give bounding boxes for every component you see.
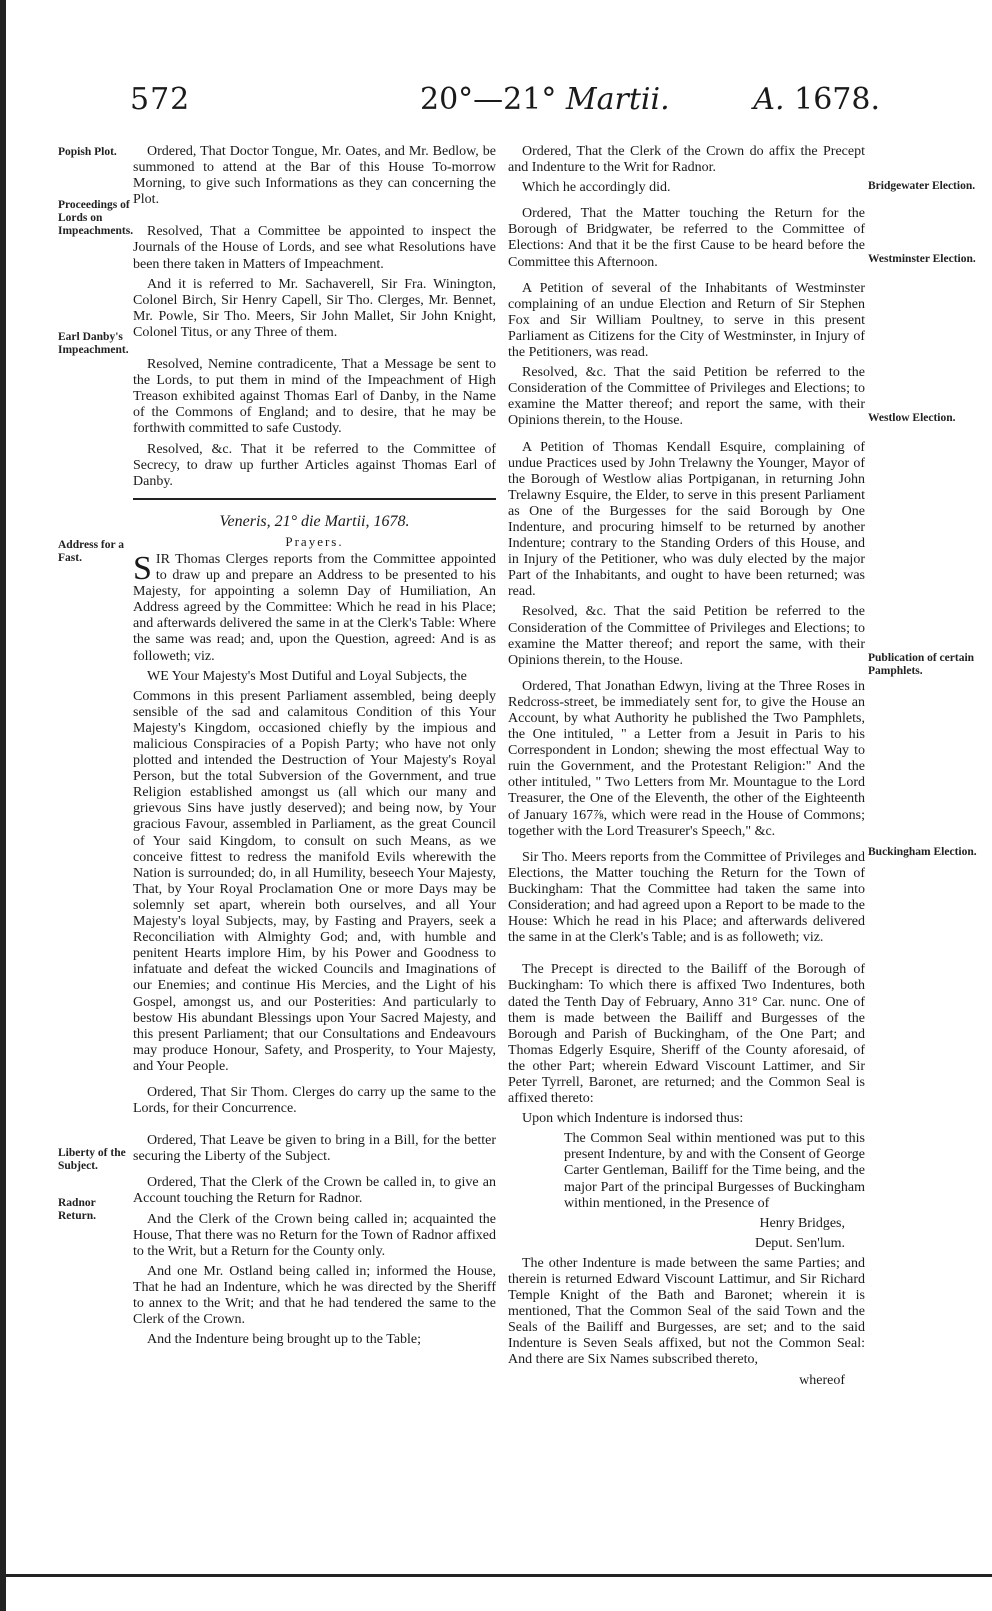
header-date: 20°—21° Martii. bbox=[420, 82, 670, 117]
paragraph: And the Clerk of the Crown being called in; acquainted the House, That there was no Return for the Town of Radnor affixed to the Writ, but a Return for the County only. bbox=[133, 1211, 496, 1259]
paragraph: And one Mr. Ostland being called in; informed the House, That he had an Indenture, which he was directed by the Sheriff to annex to the Writ; and that he had tendered the same to the Clerk of the Crown. bbox=[133, 1263, 496, 1328]
paragraph: WE Your Majesty's Most Dutiful and Loyal Subjects, the bbox=[147, 668, 467, 684]
paragraph: Sir Tho. Meers reports from the Committee of Privileges and Elections, the Matter touching the Return for the Town of Buckingham: That the Committee had taken the same into Consideration; and had agreed upon a Report to be made to the House: Which he read in his Place; and afterwards delivered the same in at the Clerk's Table; and is as followeth; viz. bbox=[508, 849, 865, 946]
drop-cap: S bbox=[133, 549, 152, 587]
page-header bbox=[130, 82, 880, 126]
paragraph: Ordered, That Doctor Tongue, Mr. Oates, and Mr. Bedlow, be summoned to attend at the Bar of this House To-morrow Morning, to give such Informations as they can concerning the Plot. bbox=[133, 144, 496, 208]
paragraph: And it is referred to Mr. Sachaverell, Sir Fra. Winington, Colonel Birch, Sir Henry Capell, Sir Tho. Clerges, Mr. Bennet, Mr. Powle, Sir Tho. Meers, Sir John Mallet, Sir John Knight, Colonel Titus, or any Three of them. bbox=[133, 276, 496, 340]
margin-note: Proceedings of Lords on Impeachments. bbox=[58, 199, 134, 237]
paragraph: Commons in this present Parliament assembled, being deeply sensible of the sad and calamitous Condition of this Your Majesty's Kingdom, occasioned chiefly by the impious and malicious Conspiracies of a Popish Party; who have not only plotted and intended the Destruction of Your Majesty's Royal Person, but the total Subversion of the Government, and true Religion established amongst us (all which our many and grievous Sins have justly deserved); and being now, by Your gracious Favour, assembled in Parliament, as the great Council of Your said Kingdom, to consult on such Means, as we conceive fittest to redress the manifold Evils wherewith the Nation is surrounded; do, in all Humility, beseech Your Majesty, That, by Your Royal Proclamation One or more Days may be solemnly set apart, wherein both ourselves, and all Your Majesty's loyal Subjects, may, by Fasting and Prayers, seek a Reconciliation with Almighty God; and, with humble and penitent Hearts implore Him, by his Power and Goodness to infatuate and defeat the wicked Councils and Imaginations of our Enemies; and continue His Mercies, and the Light of his Gospel, amongst us, and our Posterities: And particularly to bestow His abundant Blessings upon Your Sacred Majesty, and this present Parliament; that our Consultations and Endeavours may produce Honour, Safety, and Prosperity, to Your Majesty, and Your People. bbox=[133, 688, 496, 1074]
paragraph: Resolved, &c. That the said Petition be referred to the Consideration of the Committee of Privileges and Elections; to examine the Matter thereof; and report the same, with their Opinions therein, to the House. bbox=[508, 604, 865, 668]
paragraph: Resolved, &c. That it be referred to the Committee of Secrecy, to draw up further Articles against Thomas Earl of Danby. bbox=[133, 441, 496, 489]
margin-note: Popish Plot. bbox=[58, 146, 117, 158]
paragraph: Which he accordingly did. bbox=[522, 180, 671, 196]
bottom-border bbox=[0, 1574, 992, 1577]
margin-note: Liberty of the Subject. bbox=[58, 1147, 126, 1172]
margin-note: Publication of certain Pamphlets. bbox=[868, 652, 975, 677]
paragraph: A Petition of several of the Inhabitants of Westminster complaining of an undue Election and Return of Sir Stephen Fox and Sir William Poultney, to serve in this present Parliament as Citizens for the City of Westminster, in Injury of the Petitioners, was read. bbox=[508, 280, 865, 361]
paragraph: Upon which Indenture is indorsed thus: bbox=[522, 1111, 744, 1127]
scan-edge bbox=[0, 0, 6, 1611]
paragraph: A Petition of Thomas Kendall Esquire, complaining of undue Practices used by John Trelawny the Younger, Mayor of the Borough of Westlow alias Portpiganan, in returning John Trelawny Esquire, the Elder, to serve in this present Parliament as One of the Burgesses for the said Borough by One Indenture, and procuring himself to be returned by another Indenture; contrary to the Standing Orders of this House, and in Injury of the Petitioner, who was duly elected by the major Part of the Inhabitants, and ought to have been returned; was read. bbox=[508, 439, 865, 600]
paragraph: Ordered, That Sir Thom. Clerges do carry up the same to the Lords, for their Concurrence. bbox=[133, 1084, 496, 1117]
margin-note: Earl Danby's Impeachment. bbox=[58, 331, 129, 356]
margin-note: Buckingham Election. bbox=[868, 846, 977, 858]
paragraph: Ordered, That the Clerk of the Crown be called in, to give an Account touching the Return for Radnor. bbox=[133, 1175, 496, 1207]
header-year: A. 1678. bbox=[753, 82, 880, 117]
section-rule bbox=[133, 498, 496, 500]
paragraph: Resolved, That a Committee be appointed to inspect the Journals of the House of Lords, and see what Resolutions have been there taken in Matters of Impeachment. bbox=[133, 224, 496, 272]
paragraph: The Common Seal within mentioned was put to this present Indenture, by and with the Consent of George Carter Gentleman, Bailiff for the Time being, and the major Part of the principal Burgesses of Buckingham within mentioned, in the Presence of bbox=[564, 1131, 865, 1211]
paragraph: The other Indenture is made between the same Parties; and therein is returned Edward Viscount Lattimur, and Sir Richard Temple Knight of the Bath and Baronet; wherein it is mentioned, That the Common Seal of the said Town and the Seals of the Bailiff and Burgesses, are set; and to the said Indenture is Seven Seals affixed, but not the Common Seal: And there are Six Names subscribed thereto, bbox=[508, 1255, 865, 1368]
paragraph: Ordered, That Jonathan Edwyn, living at the Three Roses in Redcross-street, be immediately sent for, to give the House an Account, by what Authority he published the Two Pamphlets, the One intituled, " a Letter from a Jesuit in Paris to his Correspondent in London; shewing the most effectual Way to ruin the Government, and the Protestant Religion:" And the other intituled, " Two Letters from Mr. Mountague to the Lord Treasurer, the One of the Eleventh, the other of the Eighteenth of January 167⅞, which were read in the House of Commons; together with the Lord Treasurer's Speech," &c. bbox=[508, 678, 865, 839]
paragraph: Resolved, Nemine contradicente, That a Message be sent to the Lords, to put them in mind of the Impeachment of High Treason exhibited against Thomas Earl of Danby, in the Name of the Commons of England; and to desire, that he may be forthwith committed to safe Custody. bbox=[133, 357, 496, 437]
catchword: whereof bbox=[799, 1372, 845, 1388]
signature-name: Henry Bridges, bbox=[759, 1215, 845, 1231]
indorsement-block bbox=[508, 1131, 865, 1252]
paragraph: And the Indenture being brought up to the Table; bbox=[147, 1332, 422, 1348]
paragraph: Resolved, &c. That the said Petition be referred to the Consideration of the Committee of Privileges and Elections; to examine the Matter thereof; and report the same, with their Opinions therein, to the House. bbox=[508, 365, 865, 429]
paragraph: The Precept is directed to the Bailiff of the Borough of Buckingham: To which there is affixed Two Indentures, both dated the Tenth Day of February, Anno 31° Car. nunc. One of them is made between the Bailiff and Burgesses of the Borough and Parish of Buckingham, of the One Part; and Thomas Edgerly Esquire, Sheriff of the County aforesaid, of the other Part; wherein Edward Viscount Lattimer, and Sir Peter Tyrrell, Baronet, are returned; and the Common Seal is affixed thereto: bbox=[508, 962, 865, 1107]
signature-title: Deput. Sen'lum. bbox=[754, 1235, 845, 1251]
prayers-heading: Prayers. bbox=[285, 533, 344, 549]
margin-note: Westminster Election. bbox=[868, 253, 976, 265]
margin-note: Bridgewater Election. bbox=[868, 180, 976, 192]
paragraph: Ordered, That the Matter touching the Return for the Borough of Bridgwater, be referred to the Committee of Elections: And that it be the first Cause to be heard before the Committee this Afternoon. bbox=[508, 206, 865, 270]
paragraph: Ordered, That Leave be given to bring in a Bill, for the better securing the Liberty of the Subject. bbox=[133, 1133, 496, 1165]
margin-note: Radnor Return. bbox=[58, 1197, 97, 1222]
page-number: 572 bbox=[130, 82, 191, 117]
left-column bbox=[133, 144, 496, 1352]
right-column bbox=[508, 144, 865, 1393]
margin-note: Westlow Election. bbox=[868, 412, 956, 424]
paragraph: SIR Thomas Clerges reports from the Committee appointed to draw up and prepare an Address to be presented to his Majesty, for appointing a solemn Day of Humiliation, An Address agreed by the Committee: Which he read in his Place; and afterwards delivered the same in at the Clerk's Table: Where the same was read; and, upon the Question, agreed: And is as followeth; viz. bbox=[133, 549, 496, 664]
margin-note: Address for a Fast. bbox=[58, 539, 125, 564]
day-heading: Veneris, 21° die Martii, 1678. bbox=[219, 512, 410, 530]
paragraph: Ordered, That the Clerk of the Crown do affix the Precept and Indenture to the Writ for Radnor. bbox=[508, 144, 865, 176]
